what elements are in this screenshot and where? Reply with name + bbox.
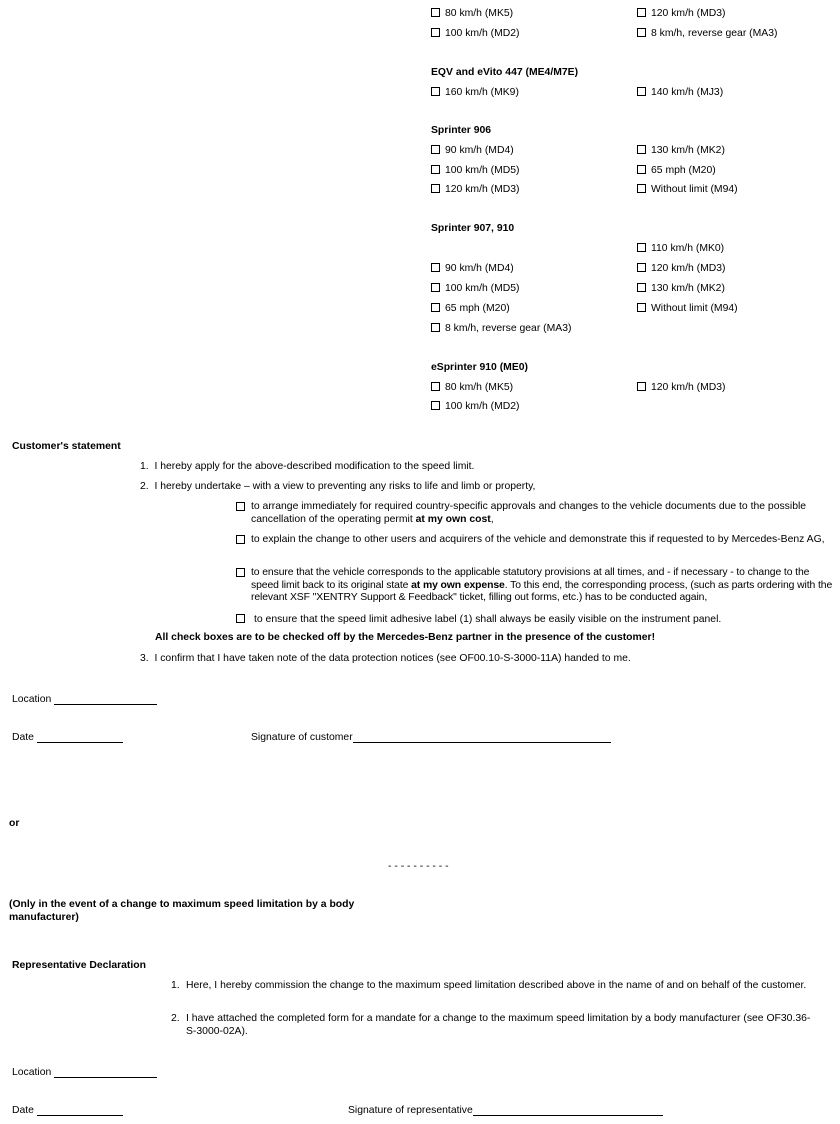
checkbox[interactable]: [637, 263, 646, 272]
checkbox[interactable]: [637, 283, 646, 292]
checkbox[interactable]: [431, 283, 440, 292]
representative-heading: Representative Declaration: [12, 960, 146, 971]
checkbox[interactable]: [431, 401, 440, 410]
checkbox[interactable]: [637, 184, 646, 193]
checkbox[interactable]: [637, 28, 646, 37]
option-140-mj3[interactable]: 140 km/h (MJ3): [637, 87, 723, 98]
option-8-ma3[interactable]: 8 km/h, reverse gear (MA3): [431, 323, 571, 334]
customer-item-1: [140, 461, 474, 472]
option-80-mk5[interactable]: 80 km/h (MK5): [431, 382, 513, 393]
date-field[interactable]: [37, 1104, 123, 1116]
checkbox[interactable]: [431, 165, 440, 174]
option-130-mk2[interactable]: 130 km/h (MK2): [637, 145, 725, 156]
customer-signature: Signature of customer: [251, 731, 611, 743]
separator: - - - - - - - - - -: [388, 861, 449, 872]
option-90-md4[interactable]: 90 km/h (MD4): [431, 263, 514, 274]
checkbox[interactable]: [236, 568, 245, 577]
customer-item-3: [140, 653, 631, 664]
option-120-md3[interactable]: 120 km/h (MD3): [637, 263, 726, 274]
item-number: 2.: [171, 1013, 180, 1024]
date-field[interactable]: [37, 731, 123, 743]
checkbox[interactable]: [637, 8, 646, 17]
item-number: 1.: [140, 461, 149, 472]
checkbox[interactable]: [431, 323, 440, 332]
checkbox-note: All check boxes are to be checked off by the Mercedes-Benz partner in the presence of the customer!: [155, 632, 656, 643]
checkbox[interactable]: [637, 303, 646, 312]
option-90-md4[interactable]: 90 km/h (MD4): [431, 145, 514, 156]
option-100-md5[interactable]: 100 km/h (MD5): [431, 283, 520, 294]
checkbox[interactable]: [637, 243, 646, 252]
body-manufacturer-note: (Only in the event of a change to maximum speed limitation by a body manufacturer): [9, 899, 355, 923]
customer-location: Location: [12, 693, 157, 705]
option-without-limit-m94[interactable]: Without limit (M94): [637, 303, 738, 314]
option-65mph-m20[interactable]: 65 mph (M20): [637, 165, 716, 176]
option-110-mk0[interactable]: 110 km/h (MK0): [637, 243, 724, 254]
item-text: I hereby apply for the above-described modification to the speed limit.: [154, 461, 475, 472]
option-100-md2[interactable]: 100 km/h (MD2): [431, 28, 520, 39]
section-title-eqv: EQV and eVito 447 (ME4/M7E): [431, 67, 579, 78]
signature-field[interactable]: [353, 731, 611, 743]
location-field[interactable]: [54, 1066, 157, 1078]
item-number: 1.: [171, 980, 180, 991]
option-160-mk9[interactable]: 160 km/h (MK9): [431, 87, 519, 98]
signature-field[interactable]: [473, 1104, 663, 1116]
rep-date: Date: [12, 1104, 123, 1116]
section-title-sprinter-906: Sprinter 906: [431, 125, 492, 136]
checkbox[interactable]: [637, 145, 646, 154]
checkbox[interactable]: [431, 303, 440, 312]
undertaking-2: to explain the change to other users and acquirers of the vehicle and demonstrate this if requested to by Mercedes-Benz AG,: [236, 534, 834, 547]
item-text: I have attached the completed form for a mandate for a change to the maximum speed limitation by a body manufacturer (see OF30.36-S-3000-02A).: [186, 1013, 811, 1037]
option-120-md3[interactable]: 120 km/h (MD3): [637, 382, 726, 393]
item-number: 3.: [140, 653, 149, 664]
customer-item-2: [140, 481, 535, 492]
checkbox[interactable]: [431, 382, 440, 391]
checkbox[interactable]: [431, 8, 440, 17]
customer-date: Date: [12, 731, 123, 743]
checkbox[interactable]: [431, 263, 440, 272]
location-field[interactable]: [54, 693, 157, 705]
or-label: or: [9, 818, 20, 829]
section-title-esprinter: eSprinter 910 (ME0): [431, 362, 529, 373]
item-number: 2.: [140, 481, 149, 492]
checkbox[interactable]: [637, 87, 646, 96]
option-8-ma3[interactable]: 8 km/h, reverse gear (MA3): [637, 28, 777, 39]
undertaking-1: to arrange immediately for required country-specific approvals and changes to the vehicle documents due to the possible cancellation of the operating permit at my own cost,: [236, 501, 834, 526]
checkbox[interactable]: [236, 502, 245, 511]
option-100-md5[interactable]: 100 km/h (MD5): [431, 165, 520, 176]
rep-location: Location: [12, 1066, 157, 1078]
checkbox[interactable]: [637, 165, 646, 174]
checkbox[interactable]: [431, 87, 440, 96]
checkbox[interactable]: [431, 28, 440, 37]
option-120-md3[interactable]: 120 km/h (MD3): [637, 8, 726, 19]
checkbox[interactable]: [236, 614, 245, 623]
option-120-md3[interactable]: 120 km/h (MD3): [431, 184, 520, 195]
item-text: I confirm that I have taken note of the data protection notices (see OF00.10-S-3000-11A) handed to me.: [154, 653, 631, 664]
checkbox[interactable]: [236, 535, 245, 544]
option-80-mk5[interactable]: 80 km/h (MK5): [431, 8, 513, 19]
option-65mph-m20[interactable]: 65 mph (M20): [431, 303, 510, 314]
option-100-md2[interactable]: 100 km/h (MD2): [431, 401, 520, 412]
undertaking-4: to ensure that the speed limit adhesive label (1) shall always be easily visible on the instrument panel.: [236, 614, 721, 625]
rep-item-2: [171, 1013, 811, 1038]
rep-signature: Signature of representative: [348, 1104, 663, 1116]
section-title-sprinter-907: Sprinter 907, 910: [431, 223, 515, 234]
item-text: Here, I hereby commission the change to the maximum speed limitation described above in the name of and on behalf of the customer.: [186, 980, 807, 991]
checkbox[interactable]: [637, 382, 646, 391]
checkbox[interactable]: [431, 184, 440, 193]
option-130-mk2[interactable]: 130 km/h (MK2): [637, 283, 725, 294]
rep-item-1: [171, 980, 811, 993]
checkbox[interactable]: [431, 145, 440, 154]
option-without-limit-m94[interactable]: Without limit (M94): [637, 184, 738, 195]
item-text: I hereby undertake – with a view to preventing any risks to life and limb or property,: [154, 481, 536, 492]
customer-statement-heading: Customer's statement: [12, 441, 121, 452]
undertaking-3: to ensure that the vehicle corresponds to the applicable statutory provisions at all times, and - if necessary - to change to the speed limit back to its original state at my own expense. To this end, the corresponding process, (such as parts ordering with the relevant XSF "XENTRY Support & Feedback" ticket, filling out forms, etc.) has to be conducted again,: [236, 567, 836, 605]
